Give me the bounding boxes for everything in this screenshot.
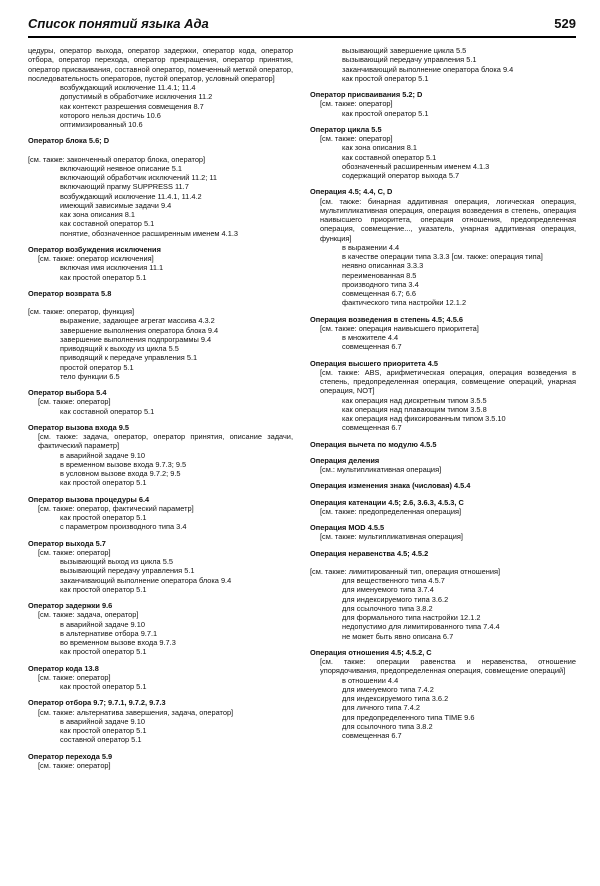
index-entry [310,481,576,490]
index-entry [310,648,576,741]
entry-refs: 4.5; 2.6, 3.6.3, 4.5.3, C [386,497,464,507]
entry-term [28,136,293,145]
entry-subline: [см. также: задача, оператор] [38,610,139,620]
entry-term-text: Оператор выхода [28,538,94,548]
entry-subline: для именуемого типа 3.7.4 [342,585,434,595]
entry-term [310,481,576,490]
entry-term-text: Операция изменения знака (числовая) [310,481,452,491]
entry-subline: заканчивающий выполнение оператора блока 9.4 [60,575,232,585]
entry-subline: включающий неявное описание 5.1 [60,163,182,173]
entry-term [28,423,293,432]
entry-term-text: Оператор кода [28,663,83,673]
entry-subline: как простой оператор 5.1 [342,108,429,118]
index-entry [28,423,293,488]
entry-refs: 9.5 [116,422,130,432]
entry-refs: 4.5; 4.5.2, C [388,647,432,657]
entry-refs: 5.4 [94,388,107,397]
entry-subline: для личного типа 7.4.2 [342,703,420,713]
entry-subline: как простой оператор 5.1 [60,584,147,594]
index-entry [28,752,293,771]
index-entry [28,46,293,129]
entry-subline: совмещенная 6.7 [342,731,402,740]
index-entry [28,601,293,657]
entry-subline: как операция над фиксированным типом 3.5.10 [342,414,506,423]
entry-refs: 5.7 [93,538,106,548]
entry-subline: в аварийной задаче 9.10 [60,716,145,726]
entry-refs: 4.5.5 [365,523,385,532]
entry-subline: как зона описания 8.1 [60,210,136,219]
entry-subline: для индексируемого типа 3.6.2 [342,694,449,703]
entry-subline: завершение выполнения подпрограммы 9.4 [60,334,212,344]
entry-subline: в множителе 4.4 [342,333,399,342]
entry-term [28,495,293,504]
entry-term-text: Оператор вызова процедуры [28,494,137,504]
entry-subline: совмещенная 6.7 [342,423,402,433]
entry-subline: [см. также: оператор] [320,99,393,109]
entry-refs: 5.6; D [86,136,110,146]
entry-subline: [см. также: оператор] [38,547,111,557]
entry-term [28,664,293,673]
entry-subline: [см. также: законченный оператор блока, оператор] [28,154,206,164]
entry-term-text: Операция неравенства [310,548,395,558]
entry-subline: [см. также: оператор] [320,134,393,143]
index-entry [310,90,576,118]
entry-refs: 4.5 [425,358,438,368]
entry-subline: для индексируемого типа 3.6.2 [342,594,449,604]
entry-term-text: Операция деления [310,455,380,465]
entry-subline: как простой оператор 5.1 [60,478,147,488]
entry-term-text: Операция [310,187,347,197]
entry-subline: переименованная 8.5 [342,270,417,280]
index-entry [28,539,293,595]
entry-subline: цедуры, оператор выхода, оператор задержки, оператор кода, оператор отбора, оператор перехода, оператор прекращения, оператор принятия, оператор присваивания, составной оператор, помеченный меткой оператор, последовательность операторов, пустой оператор, условный оператор] [28,46,293,83]
entry-subline: вызывающий передачу управления 5.1 [60,566,195,576]
entry-term [310,440,576,449]
index-entry [28,495,293,532]
entry-term-text: Операция высшего приоритета [310,358,426,368]
entry-subline: [см. также: оператор, фактический параметр] [38,503,194,513]
entry-subline: как операция над плавающим типом 3.5.8 [342,404,487,414]
entry-refs: 4.5; 4.4, C, D [346,187,393,197]
entry-subline: как простой оператор 5.1 [60,682,147,691]
entry-subline: как операция над дискретным типом 3.5.5 [342,395,487,405]
header-divider [28,36,576,38]
entry-subline: оптимизированный 10.6 [60,120,143,129]
entry-refs: 5.9 [99,751,113,761]
entry-subline: [см. также: оператор, функция] [28,307,135,316]
entry-subline: фактического типа настройки 12.1.2 [342,298,467,308]
entry-term-text: Операция катенации [310,497,387,507]
entry-subline: как составной оператор 5.1 [60,219,155,229]
index-entry [310,440,576,449]
entry-subline: в аварийной задаче 9.10 [60,619,145,629]
index-entry [310,498,576,517]
entry-subline: вызывающий передачу управления 5.1 [342,55,477,65]
entry-refs: 13.8 [82,663,99,673]
entry-term-text: Операция MOD [310,523,366,532]
entry-subline: в условном вызове входа 9.7.2; 9.5 [60,469,181,478]
entry-subline: приводящий к передаче управления 5.1 [60,353,198,363]
entry-subline: [см. также: операции равенства и неравенства, отношение упорядочивания, предопределенная операция, совмещение операций] [320,657,576,676]
entry-subline: [см. также: альтернатива завершения, задача, оператор] [38,707,234,717]
entry-term [310,125,576,134]
entry-subline: вызывающий завершение цикла 5.5 [342,46,467,55]
entry-subline: [см. также: ABS, арифметическая операция, операция возведения в степень, предопределенная операция, совмещение операций, унарная операция, NOT] [320,367,576,396]
entry-subline: неявно описанная 3.3.3 [342,261,424,271]
index-entry [310,359,576,433]
entry-subline: в выражении 4.4 [342,242,400,252]
entry-subline: [см. также: оператор] [38,397,111,407]
entry-term-text: Оператор присваивания [310,90,401,99]
entry-term-text: Операция возведения в степень [310,314,430,324]
index-entry [310,125,576,181]
entry-term [28,289,293,298]
entry-term [310,498,576,507]
entry-subline: недопустимо для лимитированного типа 7.4.4 [342,622,500,632]
entry-term-text: Операция отношения [310,647,389,657]
entry-subline: допустимый в обработчике исключения 11.2 [60,92,213,102]
entry-subline: в альтернативе отбора 9.7.1 [60,628,158,638]
entry-subline: составной оператор 5.1 [60,735,142,745]
entry-term [310,187,576,196]
entry-term [28,601,293,610]
entry-subline: имеющий зависимые задачи 9.4 [60,200,172,210]
entry-subline: для ссылочного типа 3.8.2 [342,721,433,731]
entry-term-text: Оператор выбора [28,388,95,397]
entry-subline: как контекст разрешения совмещения 8.7 [60,101,204,111]
entry-term-text: Оператор перехода [28,751,100,761]
entry-subline: [см. также: предопределенная операция] [320,506,462,516]
index-entry [28,289,293,381]
entry-subline: как простой оператор 5.1 [60,272,147,282]
entry-term [28,698,293,707]
entry-subline: вызывающий выход из цикла 5.5 [60,557,173,566]
entry-refs: 5.8 [99,288,112,298]
entry-term [28,539,293,548]
entry-subline: как зона описания 8.1 [342,143,418,153]
entry-subline: как простой оператор 5.1 [60,513,147,522]
index-entry [28,698,293,744]
entry-refs: 4.5.4 [451,481,471,491]
entry-subline: как составной оператор 5.1 [342,152,437,162]
entry-term-text: Оператор отбора [28,698,92,708]
entry-subline: во временном вызове входа 9.7.3 [60,638,176,647]
index-entry [28,245,293,282]
entry-term [310,549,576,558]
entry-term [310,315,576,324]
index-entry [310,187,576,307]
entry-term-text: Оператор возврата [28,288,99,298]
entry-term [310,523,576,532]
entry-subline: [см. также: оператор] [38,760,111,770]
entry-subline: обозначенный расширенным именем 4.1.3 [342,161,490,171]
entry-subline: для именуемого типа 7.4.2 [342,684,434,694]
entry-term-text: Оператор возбуждения исключения [28,244,161,254]
entry-term [310,648,576,657]
entry-subline: заканчивающий выполнение оператора блока 9.4 [342,64,514,74]
entry-refs: 6.4 [136,494,150,504]
entry-refs: 4.5; 4.5.2 [394,548,429,558]
entry-subline: [см. также: бинарная аддитивная операция, логическая операция, мультипликативная операция, операция возведения в степень, операция наивысшего приоритета, операция отношения, предопределенная операция, совмещение..., указатель, унарная аддитивная операция, функция] [320,196,576,243]
entry-subline: которого нельзя достичь 10.6 [60,110,161,120]
entry-subline: [см. также: задача, оператор, оператор принятия, описание задачи, фактический параметр] [38,432,293,451]
index-entry [310,315,576,352]
entry-subline: содержащий оператор выхода 5.7 [342,171,460,180]
page-title: Список понятий языка Ада [28,16,209,31]
index-entry [310,456,576,475]
entry-subline: включающий прагму SUPPRESS 11.7 [60,182,189,192]
entry-subline: тело функции 6.5 [60,371,120,381]
entry-subline: как простой оператор 5.1 [60,726,147,735]
entry-subline: как простой оператор 5.1 [342,73,429,83]
entry-subline: простой оператор 5.1 [60,362,134,372]
index-entry [310,46,576,83]
entry-term [310,90,576,99]
entry-subline: в аварийной задаче 9.10 [60,450,145,460]
index-entry [28,664,293,692]
page-number: 529 [554,16,576,31]
index-entry [28,136,293,238]
entry-subline: [см. также: операция наивысшего приоритета] [320,323,479,333]
entry-subline: в временном вызове входа 9.7.3; 9.5 [60,459,187,469]
page-header [28,16,576,38]
entry-subline: совмещенная 6.7 [342,342,402,352]
entry-refs: 4.5.5 [417,439,437,449]
entry-subline: для ссылочного типа 3.8.2 [342,603,433,613]
entry-subline: понятие, обозначенное расширенным именем 4.1.3 [60,228,238,238]
entry-term-text: Оператор блока [28,136,87,146]
index-column-left [28,46,293,777]
entry-term [28,245,293,254]
entry-refs: 5.5 [369,124,382,134]
entry-term [28,752,293,761]
entry-subline: выражение, задающее агрегат массива 4.3.2 [60,316,215,326]
index-column-right [310,46,576,747]
entry-subline: для формального типа настройки 12.1.2 [342,613,481,622]
entry-refs: 4.5; 4.5.6 [429,314,463,324]
entry-subline: включая имя исключения 11.1 [60,263,164,273]
entry-subline: в отношении 4.4 [342,675,399,685]
entry-term-text: Оператор вызова входа [28,422,117,432]
entry-subline: в качестве операции типа 3.3.3 [см. также: операция типа] [342,252,543,261]
index-entry [28,388,293,416]
entry-refs: 9.7; 9.7.1, 9.7.2, 9.7.3 [91,698,166,708]
entry-subline: [см. также: оператор] [38,672,111,682]
entry-subline: производного типа 3.4 [342,279,419,289]
entry-subline: для предопределенного типа TIME 9.6 [342,712,475,722]
entry-subline: включающий обработчик исключений 11.2; 11 [60,173,218,182]
entry-subline: как составной оператор 5.1 [60,406,155,416]
entry-term-text: Оператор задержки [28,601,100,610]
entry-subline: как простой оператор 5.1 [60,647,147,657]
entry-subline: приводящий к выходу из цикла 5.5 [60,344,179,353]
entry-subline: завершение выполнения оператора блока 9.4 [60,325,219,335]
entry-subline: не может быть явно описана 6.7 [342,631,454,641]
entry-term-text: Операция вычета по модулю [310,439,418,449]
entry-subline: [см. также: лимитированный тип, операция отношения] [310,566,501,576]
entry-subline: возбуждающий исключение 11.4.1; 11.4 [60,83,196,92]
entry-subline: с параметром производного типа 3.4 [60,522,187,532]
entry-subline: [см. также: оператор исключения] [38,254,154,263]
entry-subline: для вещественного типа 4.5.7 [342,576,445,585]
entry-refs: 9.6 [99,601,113,610]
entry-term-text: Оператор цикла [310,124,370,134]
entry-subline: [см.: мультипликативная операция] [320,465,442,474]
index-entry [310,523,576,542]
entry-subline: совмещенная 6.7; 6.6 [342,289,417,298]
entry-term [310,359,576,368]
entry-term [28,388,293,397]
index-entry [310,549,576,641]
entry-subline: возбуждающий исключение 11.4.1, 11.4.2 [60,191,202,201]
entry-term [310,456,576,465]
entry-refs: 5.2; D [400,90,423,99]
entry-subline: [см. также: мультипликативная операция] [320,532,463,542]
